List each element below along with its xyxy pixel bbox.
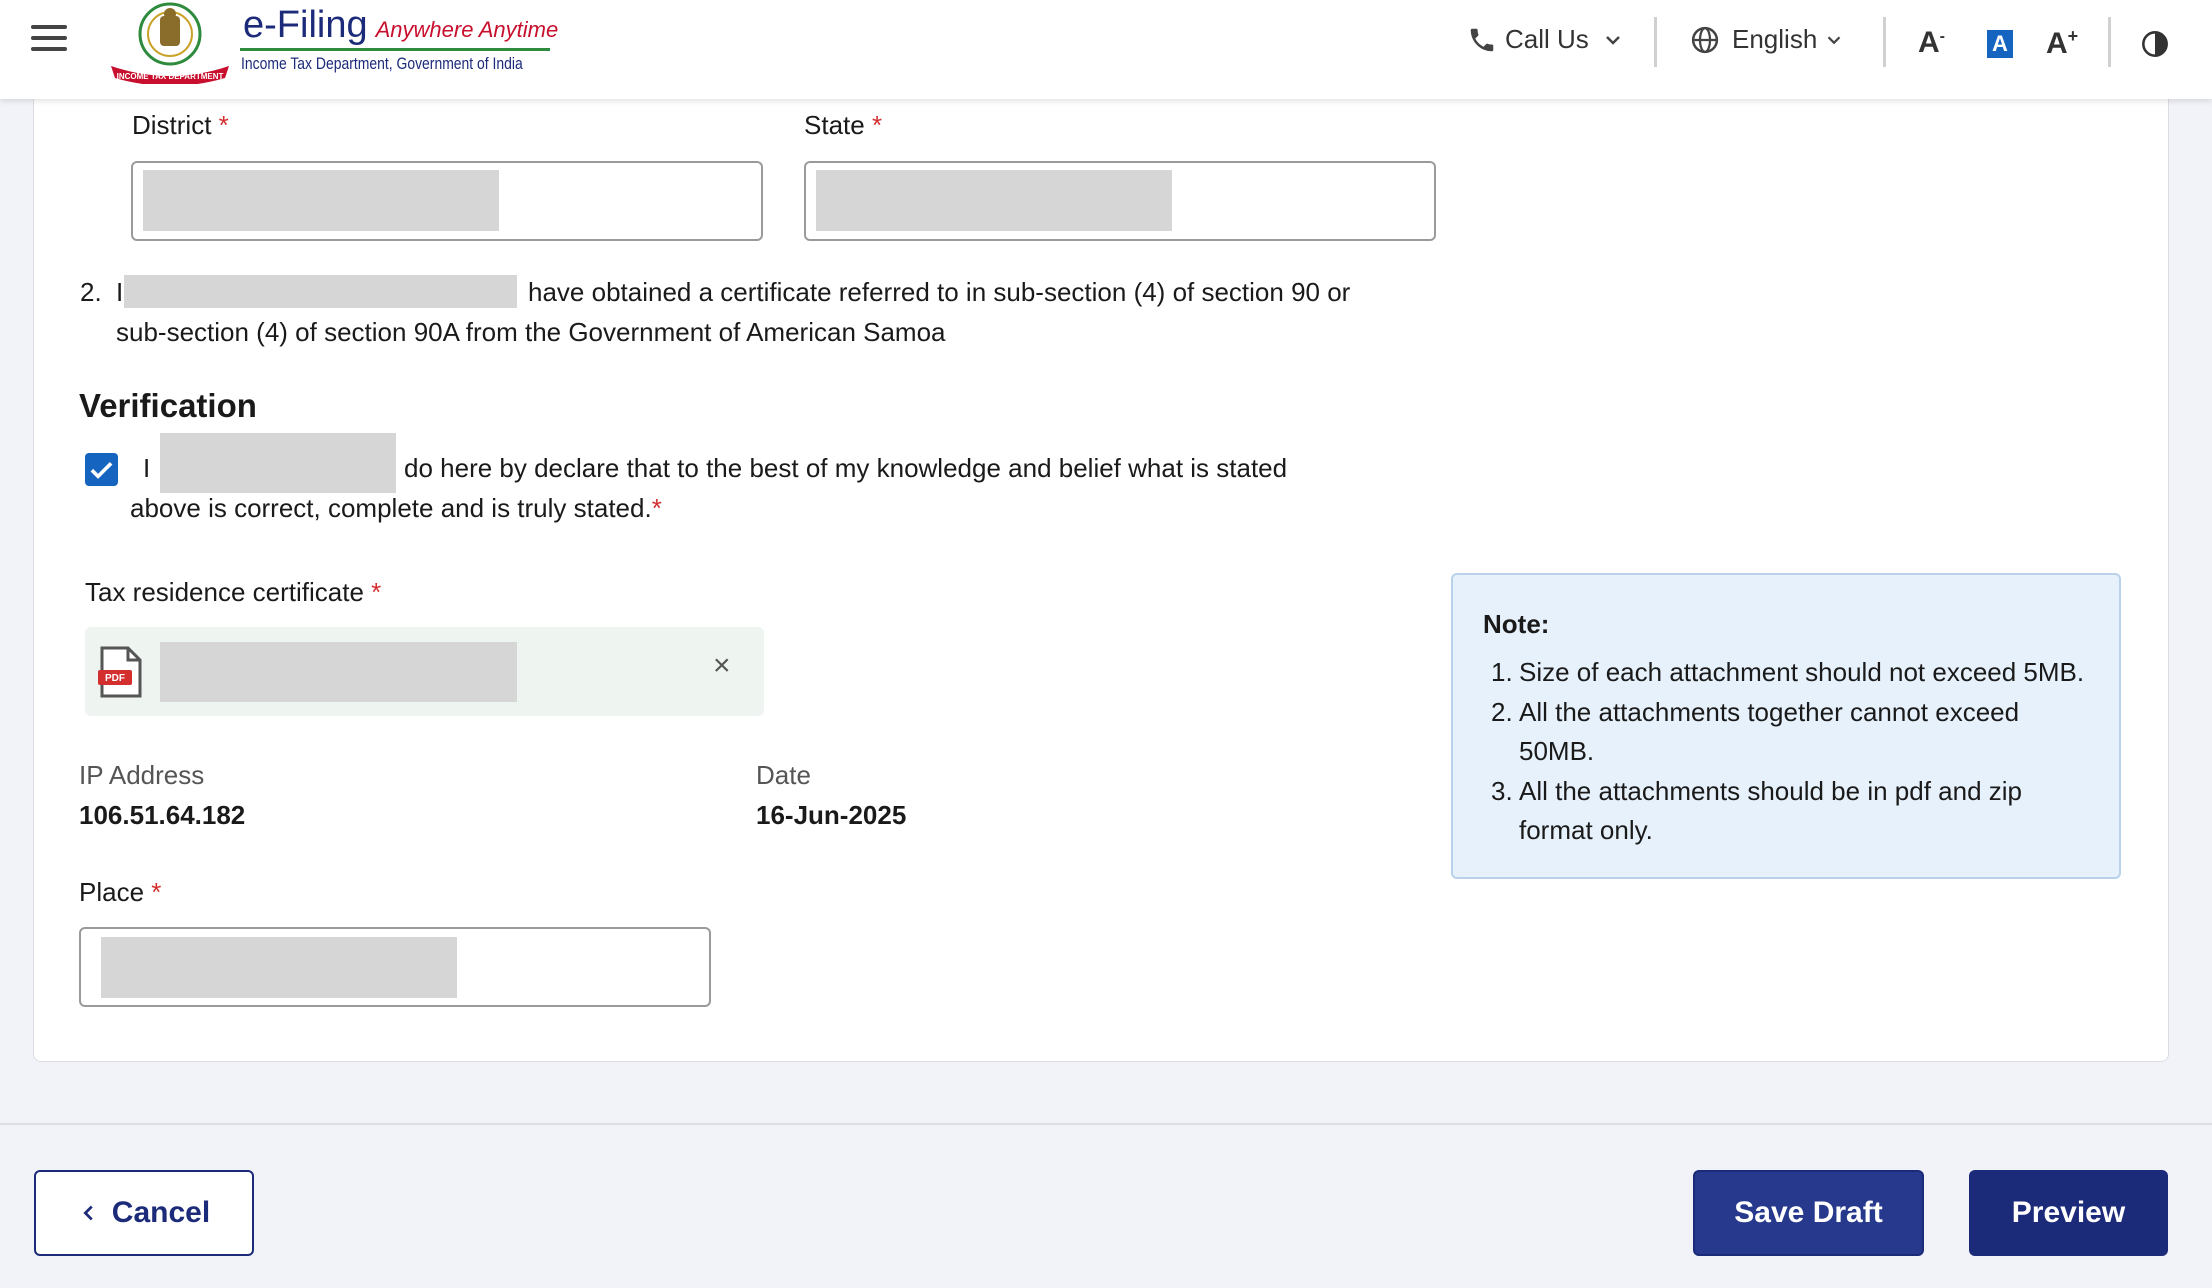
chevron-left-icon (78, 1202, 100, 1224)
phone-icon (1467, 25, 1497, 55)
header-divider (1883, 17, 1886, 67)
item2-text-line2: sub-section (4) of section 90A from the Government of American Samoa (116, 317, 946, 347)
verification-prefix: I (143, 453, 151, 483)
district-label: District * (132, 110, 229, 140)
top-header (0, 0, 2212, 99)
date-value: 16-Jun-2025 (756, 800, 907, 830)
redacted-value (143, 170, 499, 231)
place-label: Place * (79, 877, 162, 907)
cancel-button[interactable] (34, 1170, 254, 1256)
svg-text:INCOME TAX DEPARTMENT: INCOME TAX DEPARTMENT (116, 72, 224, 81)
item-prefix: I (116, 277, 124, 307)
attachment-note (1451, 573, 2121, 879)
contrast-toggle-icon[interactable] (2141, 30, 2169, 58)
brand-underline (240, 48, 550, 51)
pdf-file-icon (98, 646, 144, 698)
ip-address-label: IP Address (79, 760, 205, 790)
header-divider (2108, 17, 2111, 67)
brand-tagline: Anywhere Anytime (375, 17, 559, 42)
language-dropdown[interactable] (1690, 24, 1845, 55)
district-field[interactable] (131, 161, 763, 241)
redacted-name (124, 275, 517, 308)
verification-heading: Verification (79, 387, 257, 424)
header-divider (1654, 17, 1657, 67)
hamburger-menu-icon[interactable] (31, 25, 69, 51)
note-list (1491, 653, 2109, 851)
checkmark-icon (85, 453, 118, 486)
ip-address-value: 106.51.64.182 (79, 800, 246, 830)
item-number: 2. (80, 277, 102, 307)
verification-text-line2: above is correct, complete and is truly stated.* (130, 493, 662, 523)
call-us-dropdown[interactable] (1467, 24, 1625, 55)
place-field[interactable] (79, 927, 711, 1007)
cancel-label: Cancel (111, 1196, 211, 1229)
note-item: 3. All the attachments should be in pdf and zip format only. (1491, 775, 2022, 845)
state-label: State * (804, 110, 883, 140)
globe-icon (1690, 25, 1720, 55)
verification-checkbox[interactable] (85, 453, 118, 486)
trc-label: Tax residence certificate * (85, 577, 382, 607)
verification-text-line1: do here by declare that to the best of my knowledge and belief what is stated (404, 453, 1288, 483)
svg-text:PDF: PDF (105, 673, 125, 684)
font-normal-button[interactable]: A (1987, 30, 2013, 58)
call-us-label: Call Us (1505, 24, 1589, 54)
language-label: English (1732, 24, 1818, 54)
footer-divider (0, 1123, 2212, 1125)
note-item: 1. Size of each attachment should not exceed 5MB. (1491, 657, 2085, 687)
chevron-down-icon (1601, 28, 1625, 52)
save-draft-button[interactable]: Save Draft (1693, 1170, 1924, 1256)
emblem-logo (107, 0, 233, 84)
date-label: Date (756, 760, 811, 790)
remove-attachment-icon[interactable]: × (713, 649, 731, 682)
item2-text-line1: have obtained a certificate referred to in sub-section (4) of section 90 or (528, 277, 1351, 307)
redacted-value (816, 170, 1172, 231)
note-item: 2. All the attachments together cannot exceed 50MB. (1491, 696, 2020, 766)
redacted-filename (160, 642, 517, 702)
chevron-down-icon (1823, 29, 1845, 51)
font-decrease-button[interactable]: A- (1918, 26, 1945, 59)
note-title: Note: (1483, 609, 1550, 639)
redacted-value (101, 937, 457, 998)
attachment-item (85, 627, 764, 716)
preview-button[interactable]: Preview (1969, 1170, 2168, 1256)
redacted-name (160, 433, 396, 493)
brand-title[interactable]: e-Filing Anywhere Anytime (243, 4, 559, 46)
font-increase-button[interactable]: A+ (2046, 26, 2079, 60)
state-field[interactable] (804, 161, 1436, 241)
brand-subtitle: Income Tax Department, Government of India (241, 54, 523, 73)
